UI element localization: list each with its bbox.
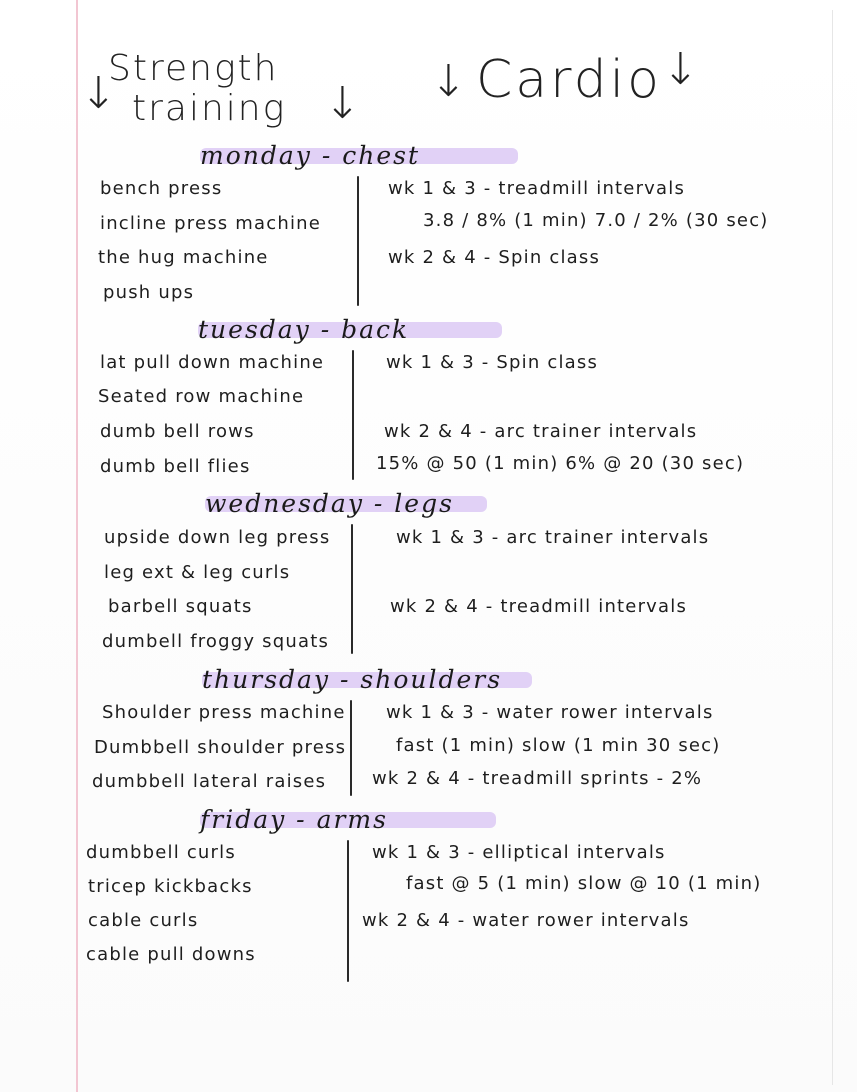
- cardio-plan: 3.8 / 8% (1 min) 7.0 / 2% (30 sec): [423, 210, 769, 231]
- cardio-plan: wk 2 & 4 - Spin class: [388, 247, 601, 268]
- strength-exercise: lat pull down machine: [100, 352, 325, 373]
- strength-exercise: upside down leg press: [104, 527, 331, 548]
- column-divider: [357, 176, 359, 306]
- column-divider: [351, 524, 353, 654]
- down-arrow-icon: ↓: [662, 44, 699, 95]
- strength-exercise: dumb bell rows: [100, 421, 255, 442]
- strength-exercise: bench press: [100, 178, 223, 199]
- strength-heading-line2: training: [132, 88, 287, 129]
- day-heading-wednesday: [205, 486, 487, 520]
- day-title: thursday - shoulders: [202, 664, 503, 694]
- day-title: tuesday - back: [198, 314, 410, 344]
- strength-exercise: Dumbbell shoulder press: [94, 737, 347, 758]
- strength-exercise: barbell squats: [108, 596, 253, 617]
- strength-exercise: the hug machine: [98, 247, 269, 268]
- strength-exercise: Shoulder press machine: [102, 702, 346, 723]
- down-arrow-icon: ↓: [324, 78, 361, 129]
- strength-exercise: push ups: [103, 282, 195, 303]
- day-heading-friday: [200, 802, 496, 836]
- cardio-heading: Cardio: [476, 50, 662, 110]
- strength-heading-line1: Strength: [108, 48, 279, 89]
- strength-exercise: cable curls: [88, 910, 199, 931]
- cardio-plan: 15% @ 50 (1 min) 6% @ 20 (30 sec): [376, 453, 745, 474]
- cardio-plan: wk 2 & 4 - arc trainer intervals: [384, 421, 698, 442]
- margin-line: [76, 0, 78, 1092]
- day-title: monday - chest: [200, 140, 421, 170]
- cardio-plan: wk 1 & 3 - treadmill intervals: [388, 178, 686, 199]
- cardio-plan: wk 1 & 3 - water rower intervals: [386, 702, 714, 723]
- cardio-plan: wk 1 & 3 - arc trainer intervals: [396, 527, 710, 548]
- day-title: friday - arms: [200, 804, 388, 834]
- strength-exercise: dumbbell curls: [86, 842, 236, 863]
- day-heading-tuesday: [198, 312, 502, 346]
- cardio-plan: wk 2 & 4 - water rower intervals: [362, 910, 690, 931]
- column-divider: [352, 350, 354, 480]
- day-heading-thursday: [202, 662, 532, 696]
- cardio-plan: wk 2 & 4 - treadmill sprints - 2%: [372, 768, 703, 789]
- strength-exercise: dumbell froggy squats: [102, 631, 330, 652]
- page-edge: [832, 10, 833, 1085]
- cardio-plan: fast (1 min) slow (1 min 30 sec): [396, 735, 721, 756]
- cardio-plan: fast @ 5 (1 min) slow @ 10 (1 min): [406, 873, 762, 894]
- strength-exercise: cable pull downs: [86, 944, 256, 965]
- column-divider: [347, 840, 349, 982]
- day-title: wednesday - legs: [205, 488, 454, 518]
- strength-exercise: dumbbell lateral raises: [92, 771, 327, 792]
- strength-exercise: leg ext & leg curls: [104, 562, 291, 583]
- cardio-plan: wk 2 & 4 - treadmill intervals: [390, 596, 688, 617]
- strength-exercise: dumb bell flies: [100, 456, 251, 477]
- strength-exercise: incline press machine: [100, 213, 322, 234]
- down-arrow-icon: ↓: [430, 56, 467, 107]
- cardio-plan: wk 1 & 3 - elliptical intervals: [372, 842, 666, 863]
- strength-exercise: Seated row machine: [98, 386, 305, 407]
- column-divider: [350, 700, 352, 796]
- day-heading-monday: [200, 138, 518, 172]
- cardio-plan: wk 1 & 3 - Spin class: [386, 352, 599, 373]
- strength-exercise: tricep kickbacks: [88, 876, 253, 897]
- down-arrow-icon: ↓: [80, 68, 117, 119]
